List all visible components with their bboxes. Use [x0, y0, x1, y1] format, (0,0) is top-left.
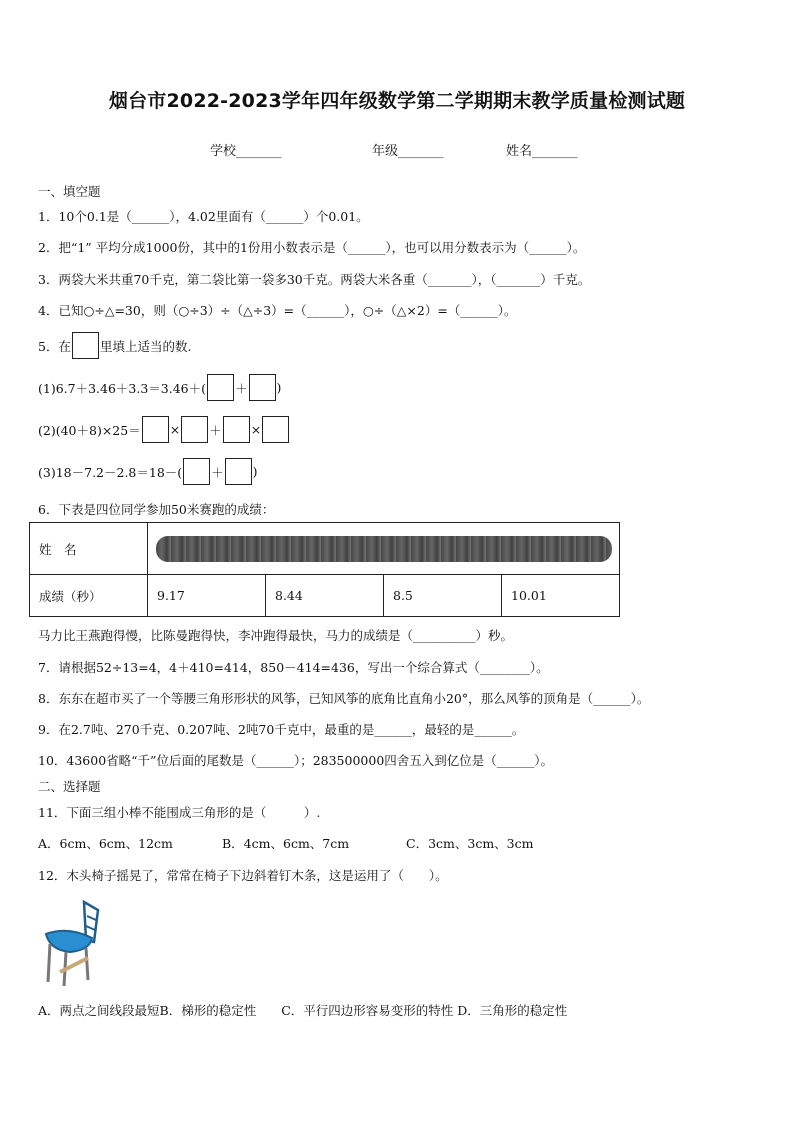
section-multiple-choice: 二、选择题 [38, 779, 101, 794]
question-6-followup: 马力比王燕跑得慢，比陈曼跑得快，李冲跑得最快，马力的成绩是（__________）秒。 [38, 628, 514, 643]
score-cell: 8.44 [266, 575, 384, 617]
name-field: 姓名_______ [506, 144, 578, 159]
option-c[interactable]: C．3cm、3cm、3cm [406, 836, 534, 851]
score-cell: 8.5 [384, 575, 502, 617]
chair-leg [86, 948, 88, 980]
answer-box[interactable] [183, 458, 210, 485]
answer-box[interactable] [262, 416, 289, 443]
score-header: 成绩（秒） [30, 575, 148, 617]
option-b[interactable]: B．4cm、6cm、7cm [222, 836, 350, 851]
chair-illustration [40, 896, 106, 988]
question-5-line-1 [38, 374, 281, 401]
question-1: 1．10个0.1是（______），4.02里面有（______）个0.01。 [38, 209, 369, 224]
times-sign: × [169, 422, 181, 437]
question-10: 10．43600省略“千”位后面的尾数是（______）；283500000四舍五入到亿位是（______）。 [38, 753, 554, 768]
equation-text: (1)6.7＋3.46＋3.3＝3.46＋( [38, 380, 207, 396]
question-9: 9．在2.7吨、270千克、0.207吨、2吨70千克中，最重的是______，最轻的是______。 [38, 722, 525, 737]
question-5-line-2 [38, 416, 290, 443]
school-field: 学校_______ [210, 144, 282, 159]
question-7: 7．请根据52÷13=4，4＋410=414，850－414=436，写出一个综合算式（________）。 [38, 660, 549, 675]
times-sign: × [250, 422, 262, 437]
question-6: 6．下表是四位同学参加50米赛跑的成绩： [38, 502, 275, 517]
names-cell-obscured [148, 523, 620, 575]
exam-title: 烟台市2022-2023学年四年级数学第二学期期末教学质量检测试题 [108, 90, 686, 112]
answer-box[interactable] [72, 332, 99, 359]
score-cell: 9.17 [148, 575, 266, 617]
plus-sign: ＋ [211, 464, 224, 480]
name-header: 姓 名 [30, 523, 148, 575]
score-table [29, 522, 620, 617]
section-fill-blank: 一、填空题 [38, 184, 101, 199]
answer-box[interactable] [142, 416, 169, 443]
question-5-line-3 [38, 458, 258, 485]
answer-box[interactable] [223, 416, 250, 443]
grade-field: 年级_______ [372, 144, 444, 159]
question-2: 2．把“1” 平均分成1000份，其中的1份用小数表示是（______），也可以用分数表示为（______）。 [38, 240, 586, 255]
plus-sign: ＋ [209, 422, 222, 438]
equation-text: (2)(40＋8)×25＝ [38, 422, 141, 438]
answer-box[interactable] [181, 416, 208, 443]
answer-box[interactable] [225, 458, 252, 485]
plus-sign: ＋ [235, 380, 248, 396]
chair-leg [48, 944, 50, 982]
question-5-suffix: 里填上适当的数. [99, 338, 192, 354]
closing-paren: ) [276, 380, 282, 395]
question-11: 11．下面三组小棒不能围成三角形的是（ ）. [38, 805, 321, 820]
equation-text: (3)18－7.2－2.8＝18－( [38, 464, 183, 480]
answer-box[interactable] [249, 374, 276, 401]
question-3: 3．两袋大米共重70千克，第二袋比第一袋多30千克。两袋大米各重（_______），（_______）千克。 [38, 272, 591, 287]
question-8: 8．东东在超市买了一个等腰三角形形状的风筝，已知风筝的底角比直角小20°，那么风筝的顶角是（______）。 [38, 691, 650, 706]
question-12-options[interactable]: A．两点之间线段最短B．梯形的稳定性 C．平行四边形容易变形的特性 D．三角形的稳定性 [38, 1003, 568, 1018]
closing-paren: ) [252, 464, 258, 479]
question-5-prefix: 5．在 [38, 338, 71, 354]
question-5 [38, 332, 191, 359]
option-a[interactable]: A．6cm、6cm、12cm [38, 836, 173, 851]
question-12: 12．木头椅子摇晃了，常常在椅子下边斜着钉木条，这是运用了（ ）。 [38, 868, 448, 883]
score-cell: 10.01 [502, 575, 620, 617]
obscured-names [156, 536, 612, 562]
answer-box[interactable] [207, 374, 234, 401]
question-4: 4．已知○÷△=30，则（○÷3）÷（△÷3）=（______），○÷（△×2）=（______）。 [38, 303, 517, 318]
